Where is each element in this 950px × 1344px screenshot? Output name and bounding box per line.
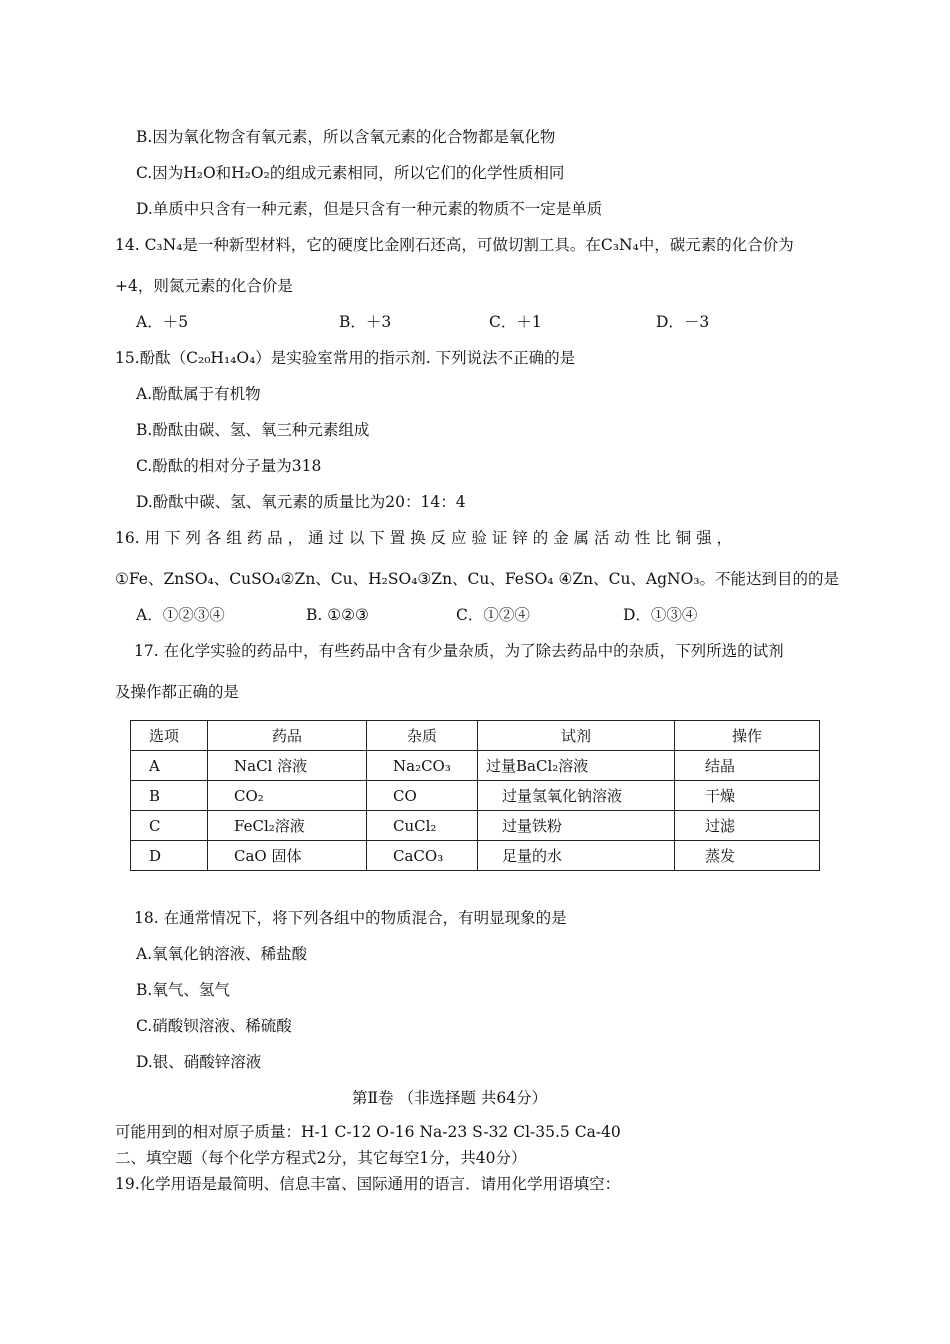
table-cell: 足量的水: [478, 841, 675, 871]
table-row: [131, 841, 820, 871]
table-row: [131, 781, 820, 811]
q18-option-b: B.氧气、氢气: [136, 981, 230, 999]
q18-option-a: A.氧氧化钠溶液、稀盐酸: [136, 945, 308, 963]
table-cell: 过量氢氧化钠溶液: [478, 781, 675, 811]
table-header-cell: 选项: [131, 721, 208, 751]
table-cell: D: [131, 841, 208, 871]
q19-stem: 19.化学用语是最简明、信息丰富、国际通用的语言．请用化学用语填空：: [115, 1175, 621, 1193]
table-cell: C: [131, 811, 208, 841]
table-row: [131, 811, 820, 841]
table-header-cell: 杂质: [367, 721, 478, 751]
table-header-cell: 操作: [675, 721, 820, 751]
q13-option-b: B.因为氧化物含有氧元素，所以含氧元素的化合物都是氧化物: [136, 128, 556, 146]
atomic-mass-line: 可能用到的相对原子质量：H-1 C-12 O-16 Na-23 S-32 Cl-35.5 Ca-40: [115, 1123, 621, 1141]
table-cell: CuCl₂: [367, 811, 478, 841]
q17-stem: 17. 在化学实验的药品中，有些药品中含有少量杂质，为了除去药品中的杂质，下列所选的试剂: [134, 642, 784, 660]
q13-option-d: D.单质中只含有一种元素，但是只含有一种元素的物质不一定是单质: [136, 200, 603, 218]
table-cell: B: [131, 781, 208, 811]
table-cell: 过滤: [675, 811, 820, 841]
table-cell: FeCl₂溶液: [208, 811, 367, 841]
q18-option-d: D.银、硝酸锌溶液: [136, 1053, 262, 1071]
table-header-row: [131, 721, 820, 751]
q14-option-b: B．＋3: [339, 313, 392, 331]
q14-option-c: C．＋1: [489, 313, 542, 331]
table-header-cell: 试剂: [478, 721, 675, 751]
table-cell: Na₂CO₃: [367, 751, 478, 781]
table-header-cell: 药品: [208, 721, 367, 751]
q15-option-d: D.酚酞中碳、氢、氧元素的质量比为20：14：4: [136, 493, 466, 511]
q16-option-c: C．①②④: [456, 606, 530, 624]
table-cell: CO: [367, 781, 478, 811]
table-cell: 过量铁粉: [478, 811, 675, 841]
q14-stem-cont: +4，则氮元素的化合价是: [115, 277, 293, 295]
part2-title: 第Ⅱ卷 （非选择题 共64分）: [352, 1089, 548, 1107]
table-cell: 过量BaCl₂溶液: [478, 751, 675, 781]
table-cell: CaCO₃: [367, 841, 478, 871]
table-cell: 干燥: [675, 781, 820, 811]
table-cell: A: [131, 751, 208, 781]
q15-option-c: C.酚酞的相对分子量为318: [136, 457, 322, 475]
q16-option-b: B. ①②③: [306, 606, 369, 624]
table-cell: CaO 固体: [208, 841, 367, 871]
q14-stem: 14. C₃N₄是一种新型材料，它的硬度比金刚石还高，可做切割工具。在C₃N₄中，碳元素的化合价为: [115, 236, 794, 254]
table-cell: 结晶: [675, 751, 820, 781]
q17-stem-cont: 及操作都正确的是: [115, 683, 240, 701]
q14-option-d: D．－3: [656, 313, 710, 331]
q16-stem: 16. 用 下 列 各 组 药 品 ， 通 过 以 下 置 换 反 应 验 证 锌 的 金 属 活 动 性 比 铜 强 ，: [115, 529, 733, 547]
table-cell: 蒸发: [675, 841, 820, 871]
q16-option-d: D．①③④: [623, 606, 698, 624]
q17-table: [130, 720, 820, 871]
q16-option-a: A．①②③④: [136, 606, 225, 624]
section-heading: 二、填空题（每个化学方程式2分，其它每空1分，共40分）: [115, 1149, 527, 1167]
q14-option-a: A．＋5: [136, 313, 189, 331]
table-cell: CO₂: [208, 781, 367, 811]
q13-option-c: C.因为H₂O和H₂O₂的组成元素相同，所以它们的化学性质相同: [136, 164, 565, 182]
q15-stem: 15.酚酞（C₂₀H₁₄O₄）是实验室常用的指示剂. 下列说法不正确的是: [115, 349, 576, 367]
q15-option-b: B.酚酞由碳、氢、氧三种元素组成: [136, 421, 370, 439]
table-row: [131, 751, 820, 781]
q15-option-a: A.酚酞属于有机物: [136, 385, 261, 403]
q18-stem: 18. 在通常情况下，将下列各组中的物质混合，有明显现象的是: [134, 909, 567, 927]
q18-option-c: C.硝酸钡溶液、稀硫酸: [136, 1017, 292, 1035]
q16-stem-cont: ①Fe、ZnSO₄、CuSO₄②Zn、Cu、H₂SO₄③Zn、Cu、FeSO₄ ④Zn、Cu、AgNO₃。不能达到目的的是: [115, 570, 840, 588]
table-cell: NaCl 溶液: [208, 751, 367, 781]
